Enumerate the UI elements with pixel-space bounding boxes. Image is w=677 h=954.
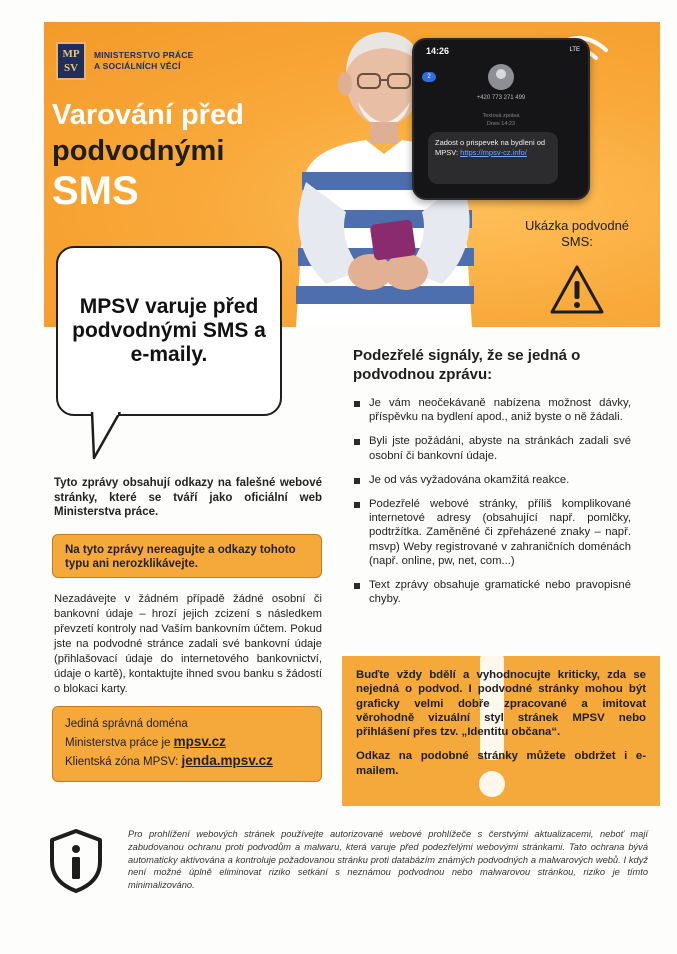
domain-line2 (65, 733, 309, 752)
logo-line1: MINISTERSTVO PRÁCE (94, 50, 194, 60)
callout-tail (86, 412, 126, 462)
logo-line2: A SOCIÁLNÍCH VĚCÍ (94, 61, 181, 71)
domain-prefix: Ministerstva práce je (65, 737, 174, 749)
signals-heading: Podezřelé signály, že se jedná o podvodnou zprávu: (353, 347, 581, 383)
phone-time: 14:26 (426, 46, 450, 56)
sms-text: Zadost o prispevek na bydleni od MPSV: (435, 138, 546, 157)
info-shield-icon (48, 828, 104, 894)
sms-bubble (428, 132, 558, 184)
logo-mark-bottom: SV (63, 62, 79, 74)
title-line2: podvodnými (52, 135, 225, 167)
example-sms-label: Ukázka podvodné SMS: (524, 218, 630, 249)
mpsv-logo-mark (56, 42, 86, 80)
title-line1: Varování před (52, 99, 244, 131)
signal-item: Text zprávy obsahuje gramatické nebo pravopisné chyby. (353, 578, 631, 606)
logo-mark-top: MP (62, 48, 80, 60)
message-meta (414, 112, 588, 128)
vigilance-box (342, 656, 660, 806)
page-title (52, 97, 244, 213)
message-meta-type: Textová zpráva (482, 113, 520, 119)
client-zone-prefix: Klientská zóna MPSV: (65, 756, 182, 768)
warning-triangle-icon (549, 264, 605, 316)
vigilance-text: Buďte vždy bdělí a vyhodnocujte kriticky, zda se nejedná o podvod. I podvodné stránky mohou být graficky velmi dobře zpracované a imitovat věrohodně vizuální styl stránek MPSV nebo přihlášení přes tzv. „Identitu občana“. (356, 669, 646, 739)
message-meta-date: Dnes 14:23 (486, 121, 516, 127)
logo-text (94, 50, 193, 72)
mpsv-logo (56, 42, 193, 80)
phone-back-badge: 2 (422, 72, 436, 82)
signal-item: Podezřelé webové stránky, příliš komplikované internetové adresy (obsahující např. pomlčky, podtržítka. Zaměněné či zpřeházené znaky – např. msvp) Weby registrované v zahraničních doménách (např. online, pw, net, com...) (353, 497, 631, 568)
official-domain-box (52, 706, 322, 782)
client-zone-link[interactable]: jenda.mpsv.cz (181, 753, 273, 768)
browser-safety-note: Pro prohlížení webových stránek používejte autorizované webové prohlížeče s čerstvými aktualizacemi, neboť mají zabudovanou ochranu proti podvodům a malwaru, která varuje před podezřelými webovými stránkami. Tato ochrana bývá automaticky aktivována a kontroluje požadovanou stránku proti databázím známých podvodných a malwarových webů. I když není možné úplně eliminovat riziko setkání s neznámou podvodnou nebo malwarovou stránkou, riziko je tímto minimalizováno. (128, 829, 648, 891)
phone-sms-mockup (412, 38, 590, 200)
signals-list (353, 396, 631, 606)
warning-callout (56, 246, 282, 416)
do-not-click-box: Na tyto zprávy nereagujte a odkazy tohoto typu ani nerozklikávejte. (52, 534, 322, 578)
intro-text: Tyto zprávy obsahují odkazy na falešné webové stránky, které se tváří jako oficiální web Ministerstva práce. (54, 477, 322, 519)
sender-number: +420 773 271 499 (476, 95, 526, 101)
bank-data-warning: Nezadávejte v žádném případě žádné osobní či bankovní údaje – hrozí jejich zcizení s následkem převzetí kontroly nad Vaším bankovním účtem. Pokud jste na podvodné stránce zadali své bankovní údaje (přihlašovací údaje do internetového bankovnictví, údaje o kartě), kontaktujte ihned svou banku s žádostí o blokaci karty. (54, 593, 322, 695)
callout-text: MPSV varuje před podvodnými SMS a e-maily. (72, 295, 266, 366)
contact-avatar-icon (488, 64, 514, 90)
signal-item: Je vám neočekávaně nabízena možnost dávky, příspěvku na bydlení apod., aniž byste o ně žádali. (353, 396, 631, 424)
domain-line3 (65, 752, 309, 771)
signal-item: Je od vás vyžadována okamžitá reakce. (353, 473, 631, 487)
phone-status: LTE (569, 47, 580, 53)
domain-line1: Jediná správná doména (65, 718, 188, 730)
sms-link[interactable]: https://mpsv-cz.info/ (460, 148, 527, 157)
email-warning-text: Odkaz na podobné stránky můžete obdržet i e-mailem. (356, 750, 646, 777)
title-line3: SMS (52, 169, 139, 213)
domain-link[interactable]: mpsv.cz (173, 734, 226, 749)
signal-item: Byli jste požádáni, abyste na stránkách zadali své osobní či bankovní údaje. (353, 434, 631, 462)
